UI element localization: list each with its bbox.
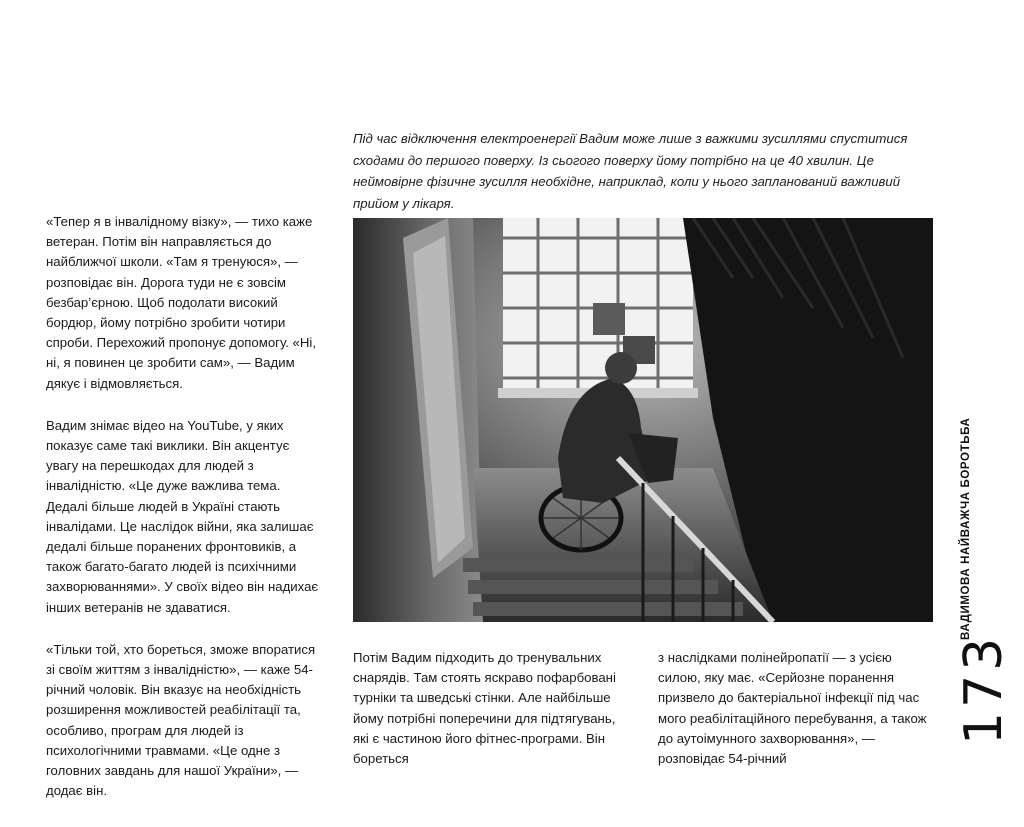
- text-column-left: [46, 212, 324, 823]
- chapter-title-text: ВАДИМОВА НАЙВАЖЧА БОРОТЬБА: [960, 417, 972, 640]
- paragraph: Вадим знімає відео на YouTube, у яких показує саме такі виклики. Він акцентує увагу на перешкодах для людей з інвалідністю. «Це дуже важлива тема. Дедалі більше людей в Україні стають інвалідами. Це наслідок війни, яка залишає дедалі більше поранених фронтовиків, а також багато-багато людей із психічними захворюваннями». У своїх відео він надихає інших ветеранів не здаватися.: [46, 417, 319, 615]
- photo-caption: Під час відключення електроенергії Вадим може лише з важкими зусиллями спуститися сходами до першого поверху. Із сьогого поверху йому потрібно на це 40 хвилин. Це неймовірне фізичне зусилля необхідне, наприклад, коли у нього запланований важливий прийом у лікаря.: [353, 131, 908, 211]
- page-number-text: 173: [954, 633, 1014, 745]
- paragraph: «Тільки той, хто бореться, зможе впоратися зі своїм життям з інвалідністю», — каже 54-річний чоловік. Він вказує на необхідність розширення можливостей реабілітації та, особливо, програм для людей із психологічними травмами. «Це одне з головних завдань для нашої України», — додає він.: [46, 641, 316, 799]
- text-column-middle: Потім Вадим підходить до тренувальних снарядів. Там стоять яскраво пофарбовані турніки та шведські стінки. Але найбільше йому потрібні поперечини для підтягувань, які є частиною його фітнес-програми. Він бореться: [353, 650, 616, 767]
- photo-illustration: [353, 218, 933, 622]
- text-column-right: з наслідками полінейропатії — з усією силою, яку має. «Серйозне поранення призвело до бактеріальної інфекції під час мого реабілітаційного перебування, а також до аутоімунного захворювання», — розповідає 54-річний: [658, 650, 927, 767]
- paragraph: «Тепер я в інвалідному візку», — тихо каже ветеран. Потім він направляється до найближчої школи. «Там я тренуюся», — розповідає він. Дорога туди не є зовсім безбар’єрною. Щоб подолати високий бордюр, йому потрібно зробити чотири спроби. Перехожий пропонує допомогу. «Ні, ні, я повинен це зробити сам», — Вадим дякує і відмовляється.: [46, 214, 317, 391]
- stairwell-photo: [353, 218, 933, 622]
